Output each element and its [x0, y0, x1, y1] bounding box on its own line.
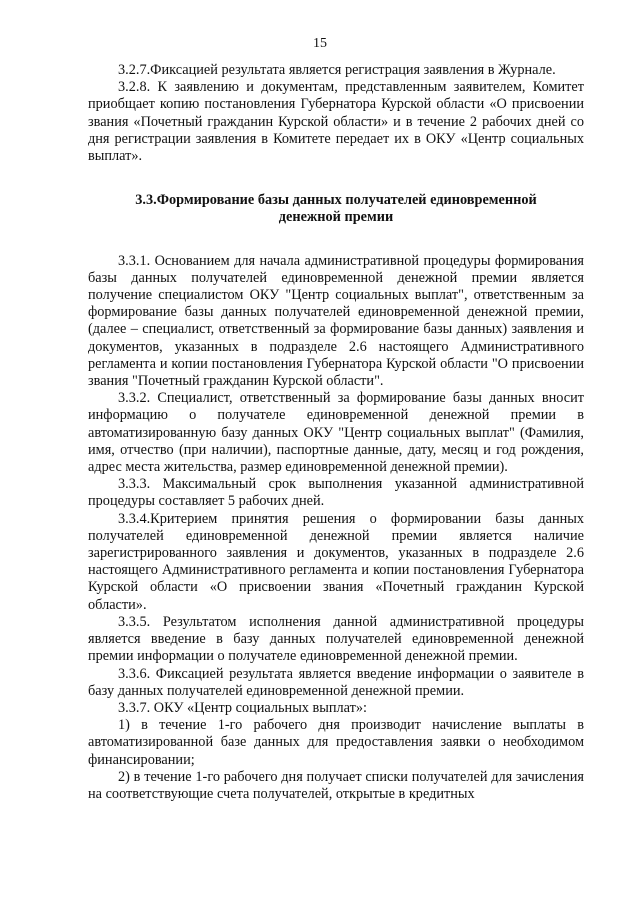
paragraph-3-3-3: 3.3.3. Максимальный срок выполнения указанной административной процедуры составляет 5 рабочих дней. — [88, 476, 584, 510]
paragraph-3-2-8: 3.2.8. К заявлению и документам, представленным заявителем, Комитет приобщает копию постановления Губернатора Курской области «О присвоении звания «Почетный гражданин Курской области» и в течение 2 рабочих дней со дня регистрации заявления в Комитете передает их в ОКУ «Центр социальных выплат». — [88, 79, 584, 165]
paragraph-3-3-4: 3.3.4.Критерием принятия решения о формировании базы данных получателей единовременной денежной премии является наличие зарегистрированного заявления и документов, указанных в подразделе 2.6 настоящего Административного регламента и копии постановления Губернатора Курской области «О присвоении звания «Почетный гражданин Курской области». — [88, 510, 584, 613]
list-item-2: 2) в течение 1-го рабочего дня получает списки получателей для зачисления на соответствующие счета получателей, открытые в кредитных — [88, 768, 584, 802]
paragraph-3-3-5: 3.3.5. Результатом исполнения данной административной процедуры является введение в базу данных получателей единовременной денежной премии информации о получателе единовременной денежной премии. — [88, 613, 584, 665]
paragraph-3-2-7: 3.2.7.Фиксацией результата является регистрация заявления в Журнале. — [118, 62, 556, 78]
paragraph-3-3-7: 3.3.7. ОКУ «Центр социальных выплат»: — [118, 699, 368, 716]
section-heading: 3.3.Формирование базы данных получателей единовременной денежной премии — [135, 192, 537, 226]
list-item-1: 1) в течение 1-го рабочего дня производит начисление выплаты в автоматизированной базе данных для предоставления заявки о необходимом финансировании; — [88, 717, 584, 768]
paragraph-3-3-6: 3.3.6. Фиксацией результата является введение информации о заявителе в базу данных получателей единовременной денежной премии. — [88, 665, 584, 699]
document-body — [88, 62, 584, 803]
paragraph-3-3-1: 3.3.1. Основанием для начала административной процедуры формирования базы данных получателей единовременной денежной премии является получение специалистом ОКУ "Центр социальных выплат", ответственным за формирование базы данных получателей единовременной денежной премии, (далее – специалист, ответственный за формирование базы данных) заявления и документов, указанных в подразделе 2.6 настоящего Административного регламента и копии постановления Губернатора Курской области "О присвоении звания "Почетный гражданин Курской области". — [88, 252, 584, 390]
page-number: 15 — [313, 36, 327, 51]
paragraph-3-3-2: 3.3.2. Специалист, ответственный за формирование базы данных вносит информацию о получателе единовременной денежной премии в автоматизированную базу данных ОКУ "Центр социальных выплат" (Фамилия, имя, отчество (при наличии), паспортные данные, дату, месяц и год рождения, адрес места жительства, размер единовременной денежной премии). — [88, 390, 584, 476]
